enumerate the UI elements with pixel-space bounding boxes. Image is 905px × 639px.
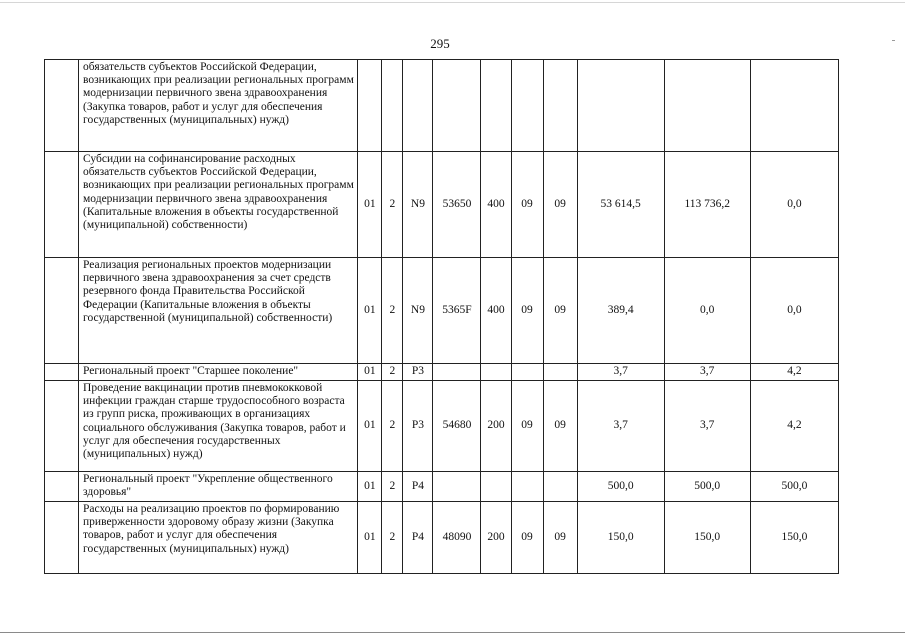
row-cell-c3 [403,60,433,152]
row-cell-v1 [577,60,664,152]
table-row [45,472,839,502]
row-description: Региональный проект "Старшее поколение" [79,364,358,381]
row-cell-c1: 01 [358,381,382,472]
row-cell-c5 [481,60,511,152]
row-cell-v2: 113 736,2 [664,152,750,258]
row-cell-c6: 09 [511,258,543,364]
row-cell-c6: 09 [511,502,543,574]
row-cell-v3: 500,0 [750,472,838,502]
row-lead-cell [45,258,79,364]
row-cell-c2: 2 [382,472,403,502]
row-cell-v1: 3,7 [577,381,664,472]
row-cell-c4: 5365F [433,258,481,364]
row-cell-v2: 500,0 [664,472,750,502]
row-lead-cell [45,60,79,152]
row-description: Региональный проект "Укрепление общественного здоровья" [79,472,358,502]
table-row [45,364,839,381]
row-cell-c4 [433,60,481,152]
row-cell-c6: 09 [511,152,543,258]
row-lead-cell [45,364,79,381]
row-cell-c4: 48090 [433,502,481,574]
row-cell-c4: 54680 [433,381,481,472]
row-cell-c2: 2 [382,502,403,574]
table-body [45,60,839,574]
row-description: Субсидии на софинансирование расходных обязательств субъектов Российской Федерации, возникающих при реализации региональных программ модернизации первичного звена здравоохранения (Капитальные вложения в объекты государственной (муниципальной) собственности) [79,152,358,258]
row-description: Реализация региональных проектов модернизации первичного звена здравоохранения за счет средств резервного фонда Правительства Российской Федерации (Капитальные вложения в объекты государственной (муниципальной) собственности) [79,258,358,364]
row-cell-c2: 2 [382,152,403,258]
row-cell-v3: 150,0 [750,502,838,574]
table-row [45,152,839,258]
row-cell-v1: 500,0 [577,472,664,502]
row-cell-c6: 09 [511,381,543,472]
scan-bottom-edge [0,632,905,633]
row-cell-c4 [433,364,481,381]
row-cell-c4: 53650 [433,152,481,258]
row-lead-cell [45,502,79,574]
row-cell-c1: 01 [358,258,382,364]
row-cell-c3: P4 [403,472,433,502]
row-cell-c7: 09 [543,152,577,258]
row-description: Проведение вакцинации против пневмококковой инфекции граждан старше трудоспособного возраста из групп риска, проживающих в организациях социального обслуживания (Закупка товаров, работ и услуг для обеспечения государственных (муниципальных) нужд) [79,381,358,472]
row-cell-c2: 2 [382,381,403,472]
row-cell-c6 [511,60,543,152]
row-cell-c5: 200 [481,381,511,472]
budget-table [44,59,839,574]
table-row [45,381,839,472]
row-cell-v2: 0,0 [664,258,750,364]
row-cell-c5: 200 [481,502,511,574]
table-row [45,60,839,152]
row-cell-c1: 01 [358,364,382,381]
row-cell-v2: 3,7 [664,381,750,472]
row-cell-c5: 400 [481,258,511,364]
row-cell-v1: 3,7 [577,364,664,381]
row-lead-cell [45,472,79,502]
row-cell-c3: P3 [403,364,433,381]
row-cell-c5 [481,472,511,502]
row-cell-c4 [433,472,481,502]
row-cell-c6 [511,472,543,502]
row-cell-c2: 2 [382,258,403,364]
row-lead-cell [45,381,79,472]
row-cell-c1: 01 [358,502,382,574]
table-row [45,258,839,364]
row-cell-c3: P4 [403,502,433,574]
row-cell-v2 [664,60,750,152]
scan-top-edge [0,2,905,3]
row-lead-cell [45,152,79,258]
row-cell-c3: N9 [403,258,433,364]
row-cell-v2: 3,7 [664,364,750,381]
row-cell-c6 [511,364,543,381]
row-cell-c1: 01 [358,472,382,502]
scan-speck [892,40,895,41]
row-cell-c7 [543,472,577,502]
row-cell-c3: N9 [403,152,433,258]
row-cell-c3: P3 [403,381,433,472]
row-cell-c1: 01 [358,152,382,258]
row-cell-v3: 4,2 [750,381,838,472]
row-cell-c7 [543,364,577,381]
row-description: Расходы на реализацию проектов по формированию приверженности здоровому образу жизни (Закупка товаров, работ и услуг для обеспечения государственных (муниципальных) нужд) [79,502,358,574]
row-cell-v1: 389,4 [577,258,664,364]
row-cell-v3 [750,60,838,152]
row-cell-v3: 0,0 [750,258,838,364]
page-number: 295 [430,36,450,51]
row-cell-c7: 09 [543,381,577,472]
row-cell-c7 [543,60,577,152]
row-cell-c5: 400 [481,152,511,258]
row-cell-v3: 4,2 [750,364,838,381]
row-cell-c1 [358,60,382,152]
table-row [45,502,839,574]
row-cell-c7: 09 [543,258,577,364]
row-cell-c5 [481,364,511,381]
row-cell-v1: 53 614,5 [577,152,664,258]
row-cell-c2 [382,60,403,152]
row-cell-v2: 150,0 [664,502,750,574]
row-cell-v3: 0,0 [750,152,838,258]
row-description: обязательств субъектов Российской Федерации, возникающих при реализации региональных программ модернизации первичного звена здравоохранения (Закупка товаров, работ и услуг для обеспечения государственных (муниципальных) нужд) [79,60,358,152]
row-cell-c7: 09 [543,502,577,574]
row-cell-v1: 150,0 [577,502,664,574]
row-cell-c2: 2 [382,364,403,381]
